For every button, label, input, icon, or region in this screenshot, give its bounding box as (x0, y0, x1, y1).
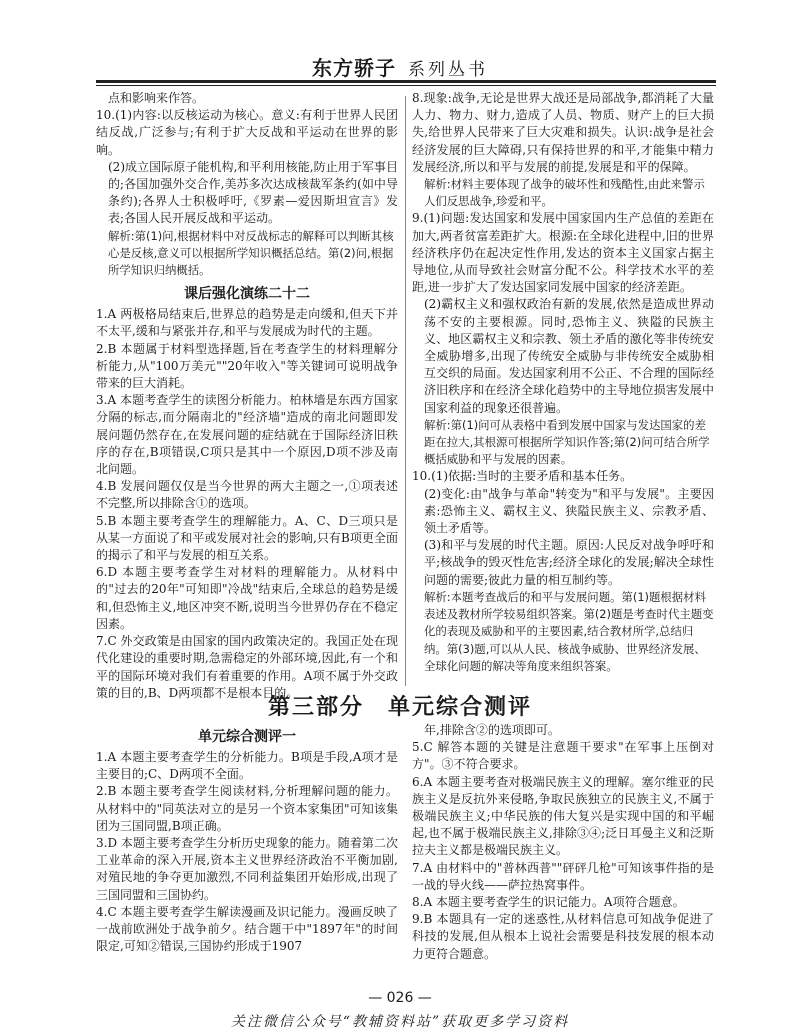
answer-paragraph: 年,排除含②的选项即可。 (424, 723, 560, 737)
series-title: 系列丛书 (408, 60, 488, 80)
page-number: — 026 — (368, 990, 432, 1006)
answer-paragraph: (2)成立国际原子能机构,和平利用核能,防止用于军事目的;各国加强外交合作,美苏多次达成核裁军条约(如中导条约);各界人士积极呼吁,《罗素—爱因斯坦宣言》发表;各国人民开展反战和平运动。 (108, 159, 398, 226)
answer-paragraph: 9.(1)问题:发达国家和发展中国家国内生产总值的差距在加大,两者贫富差距扩大。根源:在全球化进程中,旧的世界经济秩序仍在起决定性作用,发达的资本主义国家占据主导地位,从而导致社会财富分配不公。科学技术水平的差距,进一步扩大了发达国家同发展中国家的经济差距。 (412, 211, 714, 295)
analysis-note: 解析:本题考查战后的和平与发展问题。第(1)题根据材料表述及教材所学较易组织答案。第(2)题是考查时代主题变化的表现及威胁和平的主要因素,结合教材所学,总结归纳。第(3)题,可以从人民、核战争威胁、世界经济发展、全球化问题的解决等角度来组织答案。 (424, 589, 714, 673)
answer-paragraph: 1.A 两极格局结束后,世界总的趋势是走向缓和,但天下并不太平,缓和与紧张并存,和平与发展成为时代的主题。 (96, 307, 398, 339)
part-title: 第三部分 单元综合测评 (267, 695, 532, 720)
answer-paragraph: 2.B 本题主要考查学生阅读材料,分析理解问题的能力。从材料中的"同英法对立的是另一个资本家集团"可知该集团为三国同盟,B项正确。 (96, 784, 398, 833)
answer-paragraph: 4.B 发展问题仅仅是当今世界的两大主题之一,①项表述不完整,所以排除含①的选项。 (96, 479, 398, 511)
answer-paragraph: 7.C 外交政策是由国家的国内政策决定的。我国正处在现代化建设的重要时期,急需稳定的外部环境,因此,有一个和平的国际环境对我们有着重要的作用。A项不属于外交政策的目的,B、D两项都不是根本目的。 (96, 634, 398, 700)
answer-paragraph: 6.A 本题主要考查对极端民族主义的理解。塞尔维亚的民族主义是反抗外来侵略,争取民族独立的民族主义,不属于极端民族主义;中华民族的伟大复兴是实现中国的和平崛起,也不属于极端民族主义,排除③④;泛日耳曼主义和泛斯拉夫主义都是极端民族主义。 (412, 774, 714, 858)
left-column-bottom (96, 722, 398, 955)
header-rule-thin (96, 85, 716, 86)
answer-paragraph: 8.现象:战争,无论是世界大战还是局部战争,都消耗了大量人力、物力、财力,造成了人员、物质、财产上的巨大损失,给世界人民带来了巨大灾难和损失。认识:战争是社会经济发展的巨大障碍,只有保持世界的和平,才能集中精力发展经济,所以和平与发展的前提,发展是和平的保障。 (412, 91, 714, 174)
section-title: 课后强化演练二十二 (184, 286, 310, 303)
page-header (0, 52, 800, 78)
answer-paragraph: 4.C 本题主要考查学生解读漫画及识记能力。漫画反映了一战前欧洲处于战争前夕。结合题干中"1897年"的时间限定,可知②错误,三国协约形成于1907 (96, 904, 398, 954)
column-divider (405, 96, 406, 686)
right-column-bottom (412, 722, 714, 963)
answer-paragraph: 8.A 本题主要考查学生的识记能力。A项符合题意。 (412, 895, 685, 910)
header-rule-thick (96, 80, 716, 83)
right-column (412, 90, 714, 675)
answer-paragraph: 5.C 解答本题的关键是注意题干要求"在军事上压倒对方"。③不符合要求。 (412, 740, 714, 772)
answer-paragraph: 10.(1)内容:以反核运动为核心。意义:有利于世界人民团结反战,广泛参与;有利于扩大反战和平运动在世界的影响。 (96, 108, 398, 157)
answer-paragraph: 9.B 本题具有一定的迷惑性,从材料信息可知战争促进了科技的发展,但从根本上说社会需要是科技发展的根本动力更符合题意。 (412, 912, 714, 961)
answer-paragraph: 3.D 本题主要考查学生分析历史现象的能力。随着第二次工业革命的深入开展,资本主义世界经济政治不平衡加剧,对殖民地的争夺更加激烈,不同利益集团开始形成,出现了三国同盟和三国协约。 (96, 836, 398, 902)
left-column (96, 90, 398, 702)
unit-test-title: 单元综合测评一 (198, 729, 296, 745)
answer-paragraph: (3)和平与发展的时代主题。原因:人民反对战争呼吁和平;核战争的毁灭性危害;经济全球化的发展;解决全球性问题的需要;彼此力量的相互制约等。 (424, 538, 714, 587)
analysis-note: 解析:材料主要体现了战争的破坏性和残酷性,由此来警示人们反思战争,珍爱和平。 (424, 177, 705, 209)
answer-paragraph: 3.A 本题考查学生的读图分析能力。柏林墙是东西方国家分隔的标志,而分隔南北的"经济墙"造成的南北问题即发展问题仍然存在,在发展问题的症结就在于国际经济旧秩序的存在,B项错误,C项只是其中一个原因,D项不涉及南北问题。 (96, 393, 398, 477)
answer-paragraph: 1.A 本题主要考查学生的分析能力。B项是手段,A项才是主要目的;C、D两项不全面。 (96, 750, 398, 782)
answer-paragraph: 6.D 本题主要考查学生对材料的理解能力。从材料中的"过去的20年"可知即"冷战"结束后,全球总的趋势是缓和,但恐怖主义,地区冲突不断,说明当今世界仍存在不稳定因素。 (96, 565, 398, 631)
answer-paragraph: 点和影响来作答。 (108, 91, 205, 105)
answer-paragraph: (2)霸权主义和强权政治有新的发展,依然是造成世界动荡不安的主要根源。同时,恐怖主义、狭隘的民族主义、地区霸权主义和宗教、领土矛盾的激化等非传统安全威胁增多,出现了传统安全威胁与非传统安全威胁相互交织的局面。发达国家利用不公正、不合理的国际经济旧秩序和在经济全球化趋势中的主导地位损害发展中国家利益的现象还很普遍。 (424, 297, 714, 415)
footer-note: 关注微信公众号“教辅资料站”获取更多学习资料 (230, 1014, 570, 1030)
brand-title: 东方骄子 (312, 56, 396, 80)
answer-paragraph: (2)变化:由"战争与革命"转变为"和平与发展"。主要因素:恐怖主义、霸权主义、狭隘民族主义、宗教矛盾、领土矛盾等。 (424, 486, 714, 536)
answer-paragraph: 2.B 本题属于材料型选择题,旨在考查学生的材料理解分析能力,从"100万美元""20年收入"等关键词可说明战争带来的巨大消耗。 (96, 341, 398, 391)
answer-paragraph: 5.B 本题主要考查学生的理解能力。A、C、D三项只是从某一方面说了和平或发展对社会的影响,只有B项更全面的揭示了和平与发展的相互关系。 (96, 513, 398, 563)
analysis-note: 解析:第(1)问,根据材料中对反战标志的解释可以判断其核心是反核,意义可以根据所学知识概括总结。第(2)问,根据所学知识归纳概括。 (108, 228, 394, 278)
answer-paragraph: 7.A 由材料中的"普林西普""砰砰几枪"可知该事件指的是一战的导火线——萨拉热窝事件。 (412, 860, 714, 892)
analysis-note: 解析:第(1)问可从表格中看到发展中国家与发达国家的差距在拉大,其根源可根据所学知识作答;第(2)问可结合所学概括威胁和平与发展的因素。 (424, 417, 710, 467)
answer-paragraph: 10.(1)依据:当时的主要矛盾和基本任务。 (412, 469, 633, 484)
